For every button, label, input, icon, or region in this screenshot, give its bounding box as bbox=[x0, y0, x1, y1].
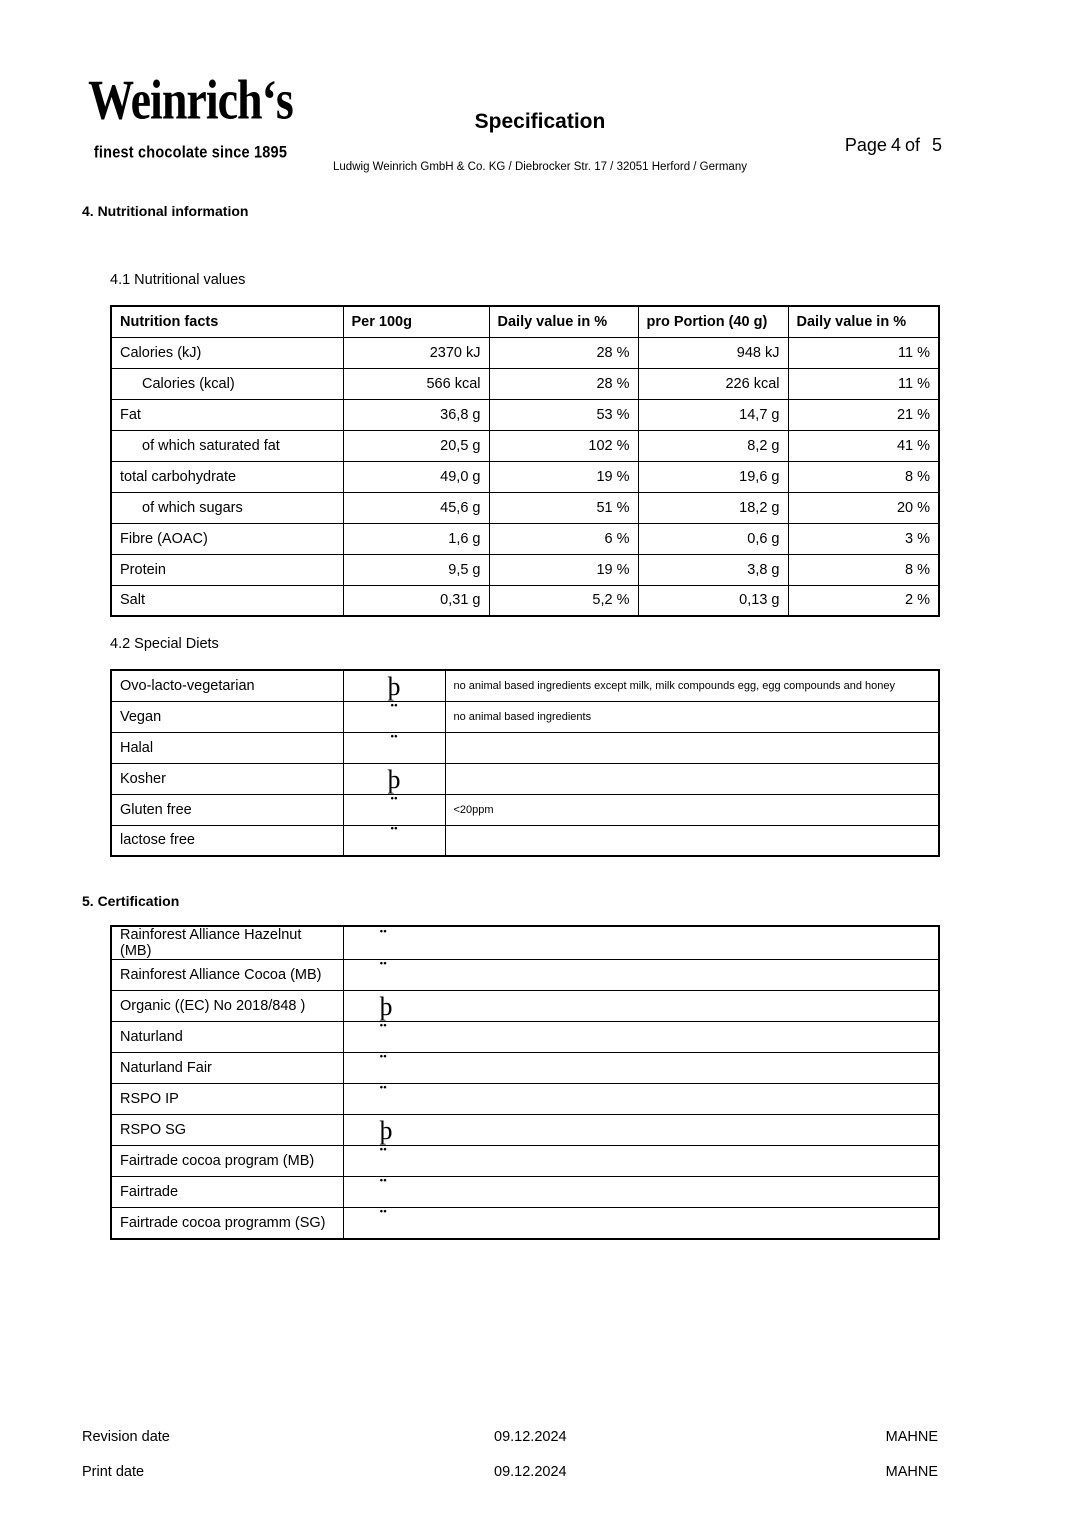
checkbox-checked-icon[interactable]: þ bbox=[379, 1116, 393, 1145]
print-date-label: Print date bbox=[82, 1464, 145, 1480]
table-row bbox=[111, 368, 939, 399]
checkbox-unchecked-icon[interactable]: ¨ bbox=[390, 791, 398, 817]
daily-value-per-portion: 20 % bbox=[788, 492, 939, 523]
daily-value-per-portion: 2 % bbox=[788, 585, 939, 616]
diet-checkbox-cell[interactable] bbox=[343, 822, 445, 856]
col-header-pro-portion: pro Portion (40 g) bbox=[638, 306, 788, 337]
nutrient-name: Protein bbox=[111, 554, 343, 585]
table-row bbox=[111, 701, 939, 732]
checkbox-checked-icon[interactable]: þ bbox=[387, 671, 401, 701]
daily-value-per-100g: 53 % bbox=[489, 399, 638, 430]
table-row bbox=[111, 991, 939, 1022]
certification-checkbox-cell[interactable] bbox=[343, 926, 939, 960]
company-address-line: Ludwig Weinrich GmbH & Co. KG / Diebrocker Str. 17 / 32051 Herford / Germany bbox=[333, 161, 747, 173]
nutrient-name: Calories (kJ) bbox=[111, 337, 343, 368]
diet-checkbox-cell[interactable] bbox=[343, 729, 445, 763]
certification-label: Fairtrade bbox=[111, 1177, 343, 1208]
print-date-value: 09.12.2024 bbox=[494, 1464, 567, 1480]
table-row bbox=[111, 1022, 939, 1053]
heading-certification: 5. Certification bbox=[82, 893, 180, 909]
certification-checkbox-cell[interactable] bbox=[343, 1081, 939, 1115]
page-number bbox=[845, 135, 942, 156]
certification-checkbox-cell[interactable] bbox=[343, 1115, 939, 1146]
checkbox-unchecked-icon[interactable]: ¨ bbox=[390, 698, 398, 724]
value-per-100g: 9,5 g bbox=[343, 554, 489, 585]
page-title: Specification bbox=[474, 110, 606, 133]
diet-label: Vegan bbox=[111, 701, 343, 732]
certification-checkbox-cell[interactable] bbox=[343, 991, 939, 1022]
table-row bbox=[111, 1146, 939, 1177]
col-header-per-100g: Per 100g bbox=[343, 306, 489, 337]
revision-user: MAHNE bbox=[885, 1429, 938, 1445]
table-row bbox=[111, 523, 939, 554]
table-row bbox=[111, 430, 939, 461]
value-per-portion: 0,13 g bbox=[638, 585, 788, 616]
table-row bbox=[111, 825, 939, 856]
daily-value-per-100g: 19 % bbox=[489, 554, 638, 585]
diet-checkbox-cell[interactable] bbox=[343, 763, 445, 794]
diet-note: no animal based ingredients bbox=[445, 701, 939, 732]
value-per-portion: 19,6 g bbox=[638, 461, 788, 492]
certification-checkbox-cell[interactable] bbox=[343, 957, 939, 991]
daily-value-per-portion: 41 % bbox=[788, 430, 939, 461]
checkbox-unchecked-icon[interactable]: ¨ bbox=[379, 1143, 387, 1168]
logo-tagline: finest chocolate since 1895 bbox=[93, 144, 288, 162]
checkbox-unchecked-icon[interactable]: ¨ bbox=[379, 1050, 387, 1075]
checkbox-unchecked-icon[interactable]: ¨ bbox=[379, 1204, 387, 1230]
certification-label: Fairtrade cocoa programm (SG) bbox=[111, 1208, 343, 1239]
certification-label: RSPO SG bbox=[111, 1115, 343, 1146]
certification-label: Rainforest Alliance Cocoa (MB) bbox=[111, 960, 343, 991]
certification-table bbox=[110, 925, 940, 1240]
checkbox-unchecked-icon[interactable]: ¨ bbox=[390, 822, 398, 848]
diet-note: <20ppm bbox=[445, 794, 939, 825]
diet-note bbox=[445, 763, 939, 794]
table-row bbox=[111, 1053, 939, 1084]
table-row bbox=[111, 763, 939, 794]
checkbox-unchecked-icon[interactable]: ¨ bbox=[379, 957, 387, 982]
diet-note bbox=[445, 825, 939, 856]
heading-nutritional-values: 4.1 Nutritional values bbox=[110, 272, 246, 288]
value-per-100g: 49,0 g bbox=[343, 461, 489, 492]
heading-nutritional-information: 4. Nutritional information bbox=[82, 203, 249, 219]
table-row bbox=[111, 794, 939, 825]
value-per-portion: 14,7 g bbox=[638, 399, 788, 430]
checkbox-unchecked-icon[interactable]: ¨ bbox=[379, 1174, 387, 1199]
value-per-portion: 0,6 g bbox=[638, 523, 788, 554]
daily-value-per-100g: 5,2 % bbox=[489, 585, 638, 616]
daily-value-per-100g: 51 % bbox=[489, 492, 638, 523]
value-per-100g: 2370 kJ bbox=[343, 337, 489, 368]
checkbox-checked-icon[interactable]: þ bbox=[387, 764, 401, 794]
value-per-portion: 226 kcal bbox=[638, 368, 788, 399]
certification-label: Organic ((EC) No 2018/848 ) bbox=[111, 991, 343, 1022]
diet-label: Halal bbox=[111, 732, 343, 763]
value-per-portion: 18,2 g bbox=[638, 492, 788, 523]
certification-checkbox-cell[interactable] bbox=[343, 1143, 939, 1177]
nutrient-name: Salt bbox=[111, 585, 343, 616]
daily-value-per-portion: 8 % bbox=[788, 461, 939, 492]
diet-checkbox-cell[interactable] bbox=[343, 698, 445, 732]
heading-special-diets: 4.2 Special Diets bbox=[110, 636, 219, 652]
diet-note: no animal based ingredients except milk, milk compounds egg, egg compounds and honey bbox=[445, 670, 939, 701]
value-per-100g: 0,31 g bbox=[343, 585, 489, 616]
special-diets-table bbox=[110, 669, 940, 857]
daily-value-per-portion: 11 % bbox=[788, 368, 939, 399]
table-row bbox=[111, 926, 939, 960]
revision-date-value: 09.12.2024 bbox=[494, 1429, 567, 1445]
diet-label: Kosher bbox=[111, 763, 343, 794]
certification-table-body bbox=[111, 926, 939, 1239]
checkbox-unchecked-icon[interactable]: ¨ bbox=[379, 1019, 387, 1044]
nutrient-name: Calories (kcal) bbox=[111, 368, 343, 399]
page-of-label: of bbox=[904, 135, 920, 155]
daily-value-per-portion: 8 % bbox=[788, 554, 939, 585]
value-per-portion: 948 kJ bbox=[638, 337, 788, 368]
diet-label: lactose free bbox=[111, 825, 343, 856]
daily-value-per-100g: 19 % bbox=[489, 461, 638, 492]
value-per-100g: 1,6 g bbox=[343, 523, 489, 554]
certification-checkbox-cell[interactable] bbox=[343, 1204, 939, 1239]
certification-checkbox-cell[interactable] bbox=[343, 1050, 939, 1084]
diet-note bbox=[445, 732, 939, 763]
nutrition-table-body bbox=[111, 337, 939, 616]
table-row bbox=[111, 337, 939, 368]
table-row bbox=[111, 1208, 939, 1239]
value-per-100g: 20,5 g bbox=[343, 430, 489, 461]
certification-label: Fairtrade cocoa program (MB) bbox=[111, 1146, 343, 1177]
table-header-row bbox=[111, 306, 939, 337]
value-per-100g: 36,8 g bbox=[343, 399, 489, 430]
daily-value-per-portion: 3 % bbox=[788, 523, 939, 554]
daily-value-per-100g: 28 % bbox=[489, 368, 638, 399]
print-user: MAHNE bbox=[885, 1464, 938, 1480]
col-header-daily-value-100g: Daily value in % bbox=[489, 306, 638, 337]
nutrient-name: Fat bbox=[111, 399, 343, 430]
page-current: 4 bbox=[890, 135, 901, 155]
table-row bbox=[111, 732, 939, 763]
nutrient-name: of which saturated fat bbox=[111, 430, 343, 461]
col-header-nutrition-facts: Nutrition facts bbox=[111, 306, 343, 337]
table-row bbox=[111, 585, 939, 616]
table-row bbox=[111, 399, 939, 430]
value-per-portion: 8,2 g bbox=[638, 430, 788, 461]
table-row bbox=[111, 1177, 939, 1208]
checkbox-unchecked-icon[interactable]: ¨ bbox=[379, 925, 387, 950]
certification-label: Naturland Fair bbox=[111, 1053, 343, 1084]
certification-label: Naturland bbox=[111, 1022, 343, 1053]
daily-value-per-100g: 102 % bbox=[489, 430, 638, 461]
table-row bbox=[111, 670, 939, 701]
diet-checkbox-cell[interactable] bbox=[343, 670, 445, 701]
value-per-100g: 45,6 g bbox=[343, 492, 489, 523]
nutrient-name: Fibre (AOAC) bbox=[111, 523, 343, 554]
certification-label: Rainforest Alliance Hazelnut (MB) bbox=[111, 926, 343, 960]
table-row bbox=[111, 492, 939, 523]
nutrition-table-head bbox=[111, 306, 939, 337]
revision-date-label: Revision date bbox=[82, 1429, 170, 1445]
logo-wordmark: Weinrich‘s bbox=[88, 68, 293, 131]
nutrient-name: total carbohydrate bbox=[111, 461, 343, 492]
checkbox-unchecked-icon[interactable]: ¨ bbox=[390, 729, 398, 755]
daily-value-per-portion: 11 % bbox=[788, 337, 939, 368]
table-row bbox=[111, 554, 939, 585]
diet-label: Gluten free bbox=[111, 794, 343, 825]
table-row bbox=[111, 1084, 939, 1115]
value-per-portion: 3,8 g bbox=[638, 554, 788, 585]
table-row bbox=[111, 960, 939, 991]
diet-checkbox-cell[interactable] bbox=[343, 791, 445, 825]
table-row bbox=[111, 461, 939, 492]
col-header-daily-value-portion: Daily value in % bbox=[788, 306, 939, 337]
diet-label: Ovo-lacto-vegetarian bbox=[111, 670, 343, 701]
page-total: 5 bbox=[931, 135, 942, 155]
certification-checkbox-cell[interactable] bbox=[343, 1174, 939, 1208]
checkbox-checked-icon[interactable]: þ bbox=[379, 992, 393, 1021]
checkbox-unchecked-icon[interactable]: ¨ bbox=[379, 1081, 387, 1106]
table-row bbox=[111, 1115, 939, 1146]
value-per-100g: 566 kcal bbox=[343, 368, 489, 399]
page-label: Page bbox=[844, 135, 887, 155]
certification-label: RSPO IP bbox=[111, 1084, 343, 1115]
nutrition-facts-table bbox=[110, 305, 940, 617]
daily-value-per-100g: 28 % bbox=[489, 337, 638, 368]
daily-value-per-100g: 6 % bbox=[489, 523, 638, 554]
special-diets-table-body bbox=[111, 670, 939, 856]
certification-checkbox-cell[interactable] bbox=[343, 1019, 939, 1053]
nutrient-name: of which sugars bbox=[111, 492, 343, 523]
daily-value-per-portion: 21 % bbox=[788, 399, 939, 430]
